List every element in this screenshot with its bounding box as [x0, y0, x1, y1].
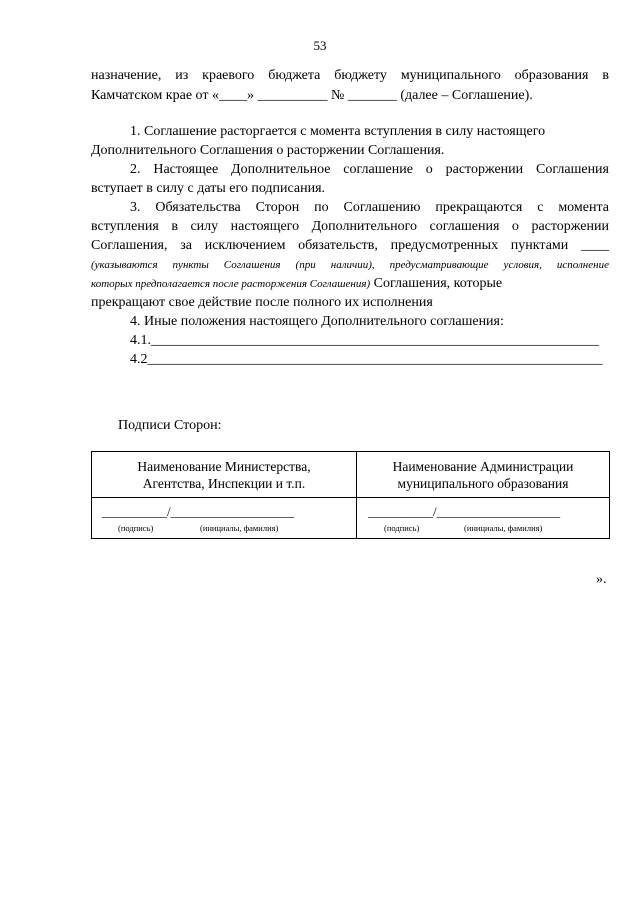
paragraph-line: 4. Иные положения настоящего Дополнительного соглашения: [130, 314, 504, 329]
right-caption-sign: (подпись) [384, 523, 420, 533]
left-caption-sign: (подпись) [118, 523, 154, 533]
paragraph-line: вступает в силу с даты его подписания. [91, 181, 326, 196]
closing-quote: ». [596, 572, 607, 587]
header-line: Наименование Министерства, [137, 459, 311, 474]
left-signature-line: __________/___________________ [102, 504, 295, 519]
page-number: 53 [313, 38, 327, 53]
right-signature-line: __________/___________________ [368, 504, 561, 519]
right-caption-name: (инициалы, фамилия) [464, 523, 543, 533]
table-divider [92, 497, 609, 498]
paragraph-text: Соглашения, которые [370, 276, 503, 291]
header-line: муниципального образования [397, 476, 569, 491]
right-party-header [357, 458, 609, 492]
paragraph-line: 4.2_________________________________________________________________ [130, 352, 603, 367]
header-line: Агентства, Инспекции и т.п. [142, 476, 306, 491]
paragraph-line: 1. Соглашение расторгается с момента вступления в силу настоящего [130, 124, 546, 139]
italic-note: которых предполагается после расторжения Соглашения) [91, 278, 371, 290]
paragraph-line: Камчатском крае от «____» __________ № _______ (далее – Соглашение). [91, 88, 533, 103]
left-caption-name: (инициалы, фамилия) [200, 523, 279, 533]
header-line: Наименование Администрации [392, 459, 574, 474]
paragraph-line: Соглашения, за исключением обязательств, предусмотренных пунктами ____ [91, 238, 609, 253]
paragraph-line: прекращают свое действие после полного их исполнения [91, 295, 433, 310]
paragraph-line: Дополнительного Соглашения о расторжении Соглашения. [91, 143, 445, 158]
signature-table [91, 451, 610, 539]
paragraph-line: назначение, из краевого бюджета бюджету муниципального образования в [91, 68, 609, 83]
left-party-header [92, 458, 356, 492]
paragraph-line: вступления в силу настоящего Дополнительного соглашения о расторжении [91, 219, 609, 234]
signatures-title: Подписи Сторон: [118, 418, 222, 433]
paragraph-line: 3. Обязательства Сторон по Соглашению прекращаются с момента [130, 200, 609, 215]
paragraph-line: 2. Настоящее Дополнительное соглашение о расторжении Соглашения [130, 162, 609, 177]
paragraph-line: 4.1.________________________________________________________________ [130, 333, 599, 348]
paragraph-line-mixed [91, 274, 609, 294]
paragraph-line-italic: (указываются пункты Соглашения (при наличии), предусматривающие условия, исполнение [91, 259, 609, 271]
